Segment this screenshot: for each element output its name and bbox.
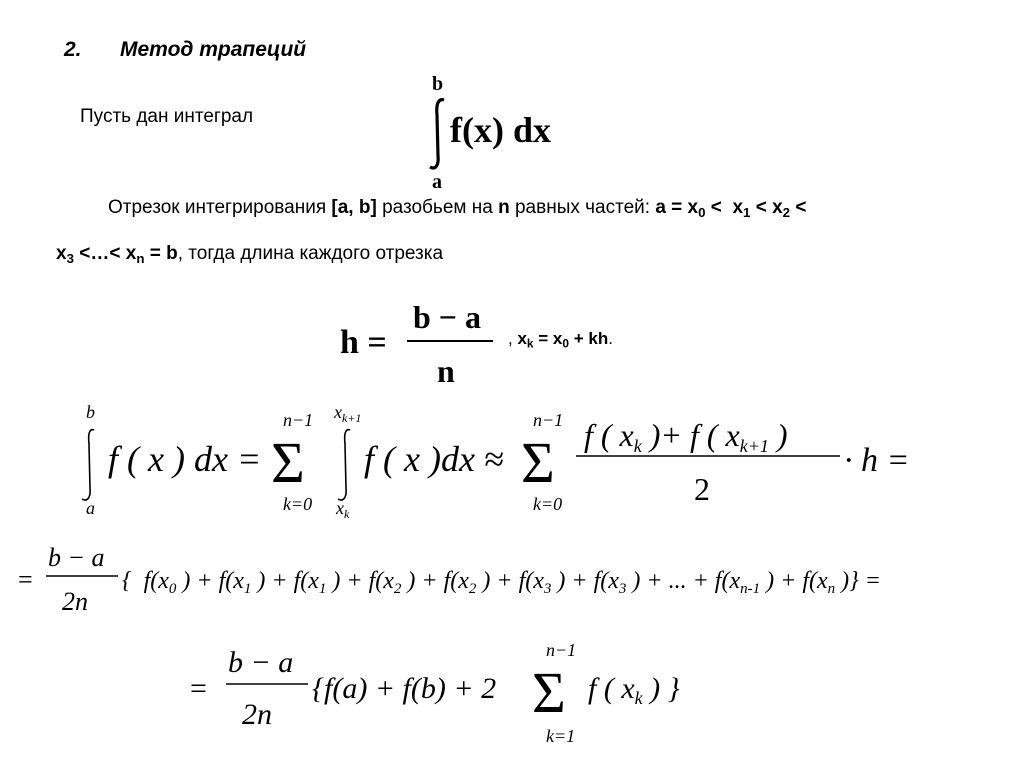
eq2-denominator: 2n [62,587,88,616]
eq1-inner-integral-icon [338,430,350,500]
integral-sign-icon [430,100,444,168]
integral-upper-limit: b [432,73,444,95]
step-numerator: b − a [413,299,482,335]
equation-3-svg [190,636,750,761]
step-denominator: n [437,353,455,389]
eq3-tail: f ( $x_k$ ) } [588,672,680,708]
eq1-lhs: f ( x ) dx = [108,439,262,479]
partition-sequence-part1: $a = x_0 < x_1 < x_2$ < [655,197,807,220]
eq1-inner-lower: $x_k$ [336,498,350,521]
eq3-sum-upper: n−1 [546,640,577,660]
eq2-numerator: b − a [48,543,105,572]
heading-number: 2. [64,38,82,61]
eq2-equals: = [18,565,33,594]
eq1-tail: · h = [844,442,910,479]
equation-3 [190,636,750,761]
eq1-frac-numerator: f ( xk )+ f ( xk+1 ) [584,417,788,456]
eq3-equals: = [190,672,207,705]
eq1-integral-icon [82,430,94,500]
paragraph-text-1: Отрезок интегрирования [108,197,327,218]
n-label: n [498,197,510,218]
equation-1-svg [78,398,938,528]
equation-2 [18,538,1008,628]
eq3-body: {f(a) + f(b) + 2 [312,672,497,705]
eq1-inner-integrand: f ( x )dx ≈ [364,439,504,479]
eq1-inner-upper: $x_{k+1}$ [334,402,362,425]
paragraph-line-1 [108,197,806,219]
eq1-sum-lower: k=0 [283,494,313,514]
paragraph-text-2: разобьем на [382,197,493,218]
eq1-int-lower: a [86,498,95,518]
eq1-frac-denominator: 2 [694,471,710,507]
intro-text: Пусть дан интеграл [80,106,254,127]
equation-1 [78,398,938,528]
eq3-sigma-icon: Σ [532,660,566,725]
paragraph-text-4: , тогда длина каждого отрезка [177,243,444,264]
integral-integrand: f(x) dx [450,110,551,150]
paragraph-line-2 [56,243,443,265]
eq1-sum2-lower: k=0 [533,494,563,514]
eq1-sigma-icon: Σ [271,430,305,495]
eq3-denominator: 2n [242,698,272,731]
eq3-numerator: b − a [228,646,294,679]
integral-lower-limit: a [432,171,442,193]
section-heading [64,38,306,62]
step-lhs: h = [340,324,387,361]
equation-2-svg [18,538,1008,628]
eq1-int-upper: b [86,402,95,422]
eq2-body: { $f(x_0$ ) + $f(x_1$ ) + $f(x_1$ ) + $f(x_2$ ) + $f(x_2$ ) + $f(x_3$ ) + $f(x_3$ ) + ... + $f(x_{n-1}$ ) + $f(x_n$ )} = [122,568,881,597]
intro-integral-svg [422,70,572,195]
paragraph-text-3: равных частей: [514,197,651,218]
interval-label: [a, b] [331,197,377,218]
eq1-sigma2-icon: Σ [521,430,555,495]
xk-formula: , $x_k = x_0$ + kh. [508,329,613,351]
step-formula-svg [335,296,515,396]
partition-sequence-part2: $x_3$ <…< $x_n = b$ [56,243,178,266]
eq3-sum-lower: k=1 [546,726,576,746]
intro-integral [422,70,572,195]
eq1-sum2-upper: n−1 [533,410,564,430]
step-formula [335,296,515,396]
eq1-sum-upper: n−1 [283,410,314,430]
heading-title: Метод трапеций [120,38,307,61]
